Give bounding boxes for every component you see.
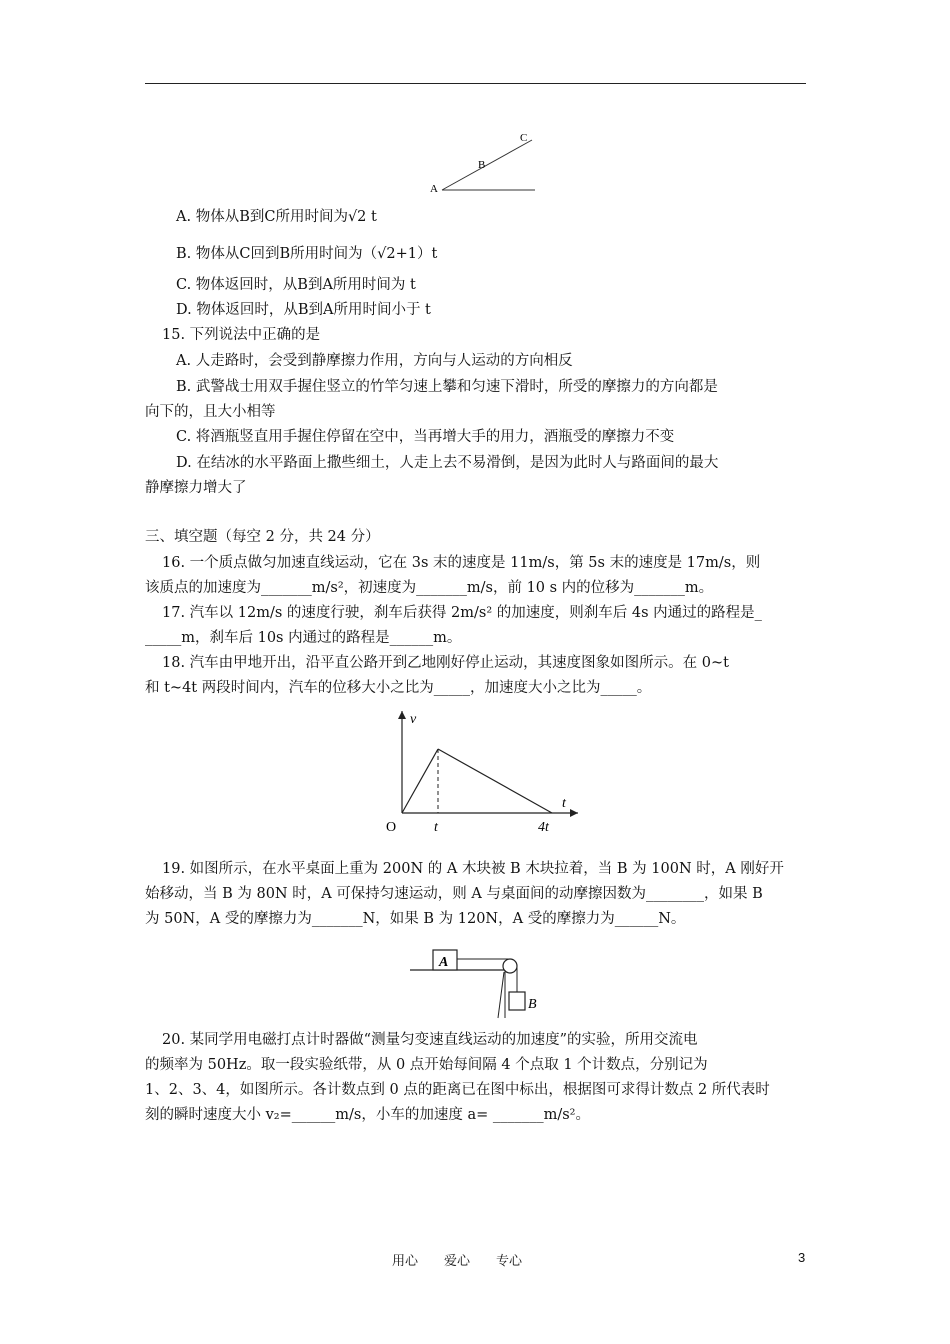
incline-figure xyxy=(420,128,545,196)
q17-line1: 17. 汽车以 12m/s 的速度行驶，刹车后获得 2m/s² 的加速度，则刹车后 4s 内通过的路程是_ xyxy=(162,605,762,621)
q15-option-d-line1: D. 在结冰的水平路面上撒些细土，人走上去不易滑倒，是因为此时人与路面间的最大 xyxy=(176,455,719,471)
label-c: C xyxy=(520,132,528,144)
q19-line3: 为 50N，A 受的摩擦力为_______N，如果 B 为 120N，A 受的摩擦力为______N。 xyxy=(145,911,686,927)
q18-line1: 18. 汽车由甲地开出，沿平直公路开到乙地刚好停止运动，其速度图象如图所示。在 0~t xyxy=(162,655,729,671)
q15-option-a: A. 人走路时，会受到静摩擦力作用，方向与人运动的方向相反 xyxy=(176,353,573,369)
q20-line4: 刻的瞬时速度大小 v₂=______m/s，小车的加速度 a= _______m/s²。 xyxy=(145,1107,590,1123)
q15-option-c: C. 将酒瓶竖直用手握住停留在空中，当再增大手的用力，酒瓶受的摩擦力不变 xyxy=(176,429,675,445)
q20-line3: 1、2、3、4，如图所示。各计数点到 0 点的距离已在图中标出，根据图可求得计数点 2 所代表时 xyxy=(145,1082,770,1098)
q15-option-b-line2: 向下的，且大小相等 xyxy=(145,404,276,420)
section-3-heading: 三、填空题（每空 2 分，共 24 分） xyxy=(145,529,380,545)
q14-option-d: D. 物体返回时，从B到A所用时间小于 t xyxy=(176,302,431,318)
footer-motto: 用心 爱心 专心 xyxy=(392,1254,523,1269)
tick-t-label: t xyxy=(434,820,438,835)
header-rule xyxy=(145,83,806,84)
axis-v-label: v xyxy=(410,712,417,727)
block-b-label: B xyxy=(528,997,537,1012)
q19-line1: 19. 如图所示，在水平桌面上重为 200N 的 A 木块被 B 木块拉着，当 B 为 100N 时，A 刚好开 xyxy=(162,861,784,877)
q16-line1: 16. 一个质点做匀加速直线运动，它在 3s 末的速度是 11m/s，第 5s 末的速度是 17m/s，则 xyxy=(162,555,761,571)
tick-4t-label: 4t xyxy=(538,820,549,835)
pulley-figure xyxy=(405,942,555,1024)
q19-line2: 始移动，当 B 为 80N 时，A 可保持匀速运动，则 A 与桌面间的动摩擦因数为________，如果 B xyxy=(145,886,763,902)
q18-line2: 和 t~4t 两段时间内，汽车的位移大小之比为_____，加速度大小之比为_____。 xyxy=(145,680,652,696)
block-a-label: A xyxy=(439,955,449,970)
q15-option-b-line1: B. 武警战士用双手握住竖立的竹竿匀速上攀和匀速下滑时，所受的摩擦力的方向都是 xyxy=(176,379,718,395)
page-number: 3 xyxy=(798,1250,806,1265)
q20-line1: 20. 某同学用电磁打点计时器做“测量匀变速直线运动的加速度”的实验，所用交流电 xyxy=(162,1032,698,1048)
q20-line2: 的频率为 50Hz。取一段实验纸带，从 0 点开始每间隔 4 个点取 1 个计数点，分别记为 xyxy=(145,1057,708,1073)
q14-option-c: C. 物体返回时，从B到A所用时间为 t xyxy=(176,277,416,293)
q15-option-d-line2: 静摩擦力增大了 xyxy=(145,480,247,496)
axis-t-label: t xyxy=(562,796,566,811)
origin-label: O xyxy=(386,820,397,835)
q15-stem: 15. 下列说法中正确的是 xyxy=(162,327,321,343)
velocity-time-graph xyxy=(380,703,590,838)
q16-line2: 该质点的加速度为_______m/s²，初速度为_______m/s，前 10 s 内的位移为_______m。 xyxy=(145,580,714,596)
q14-option-b: B. 物体从C回到B所用时间为（√2+1）t xyxy=(176,246,438,262)
q14-option-a: A. 物体从B到C所用时间为√2 t xyxy=(176,209,377,225)
label-a: A xyxy=(430,183,438,195)
label-b: B xyxy=(478,159,486,171)
q17-line2: _____m，刹车后 10s 内通过的路程是______m。 xyxy=(145,630,462,646)
